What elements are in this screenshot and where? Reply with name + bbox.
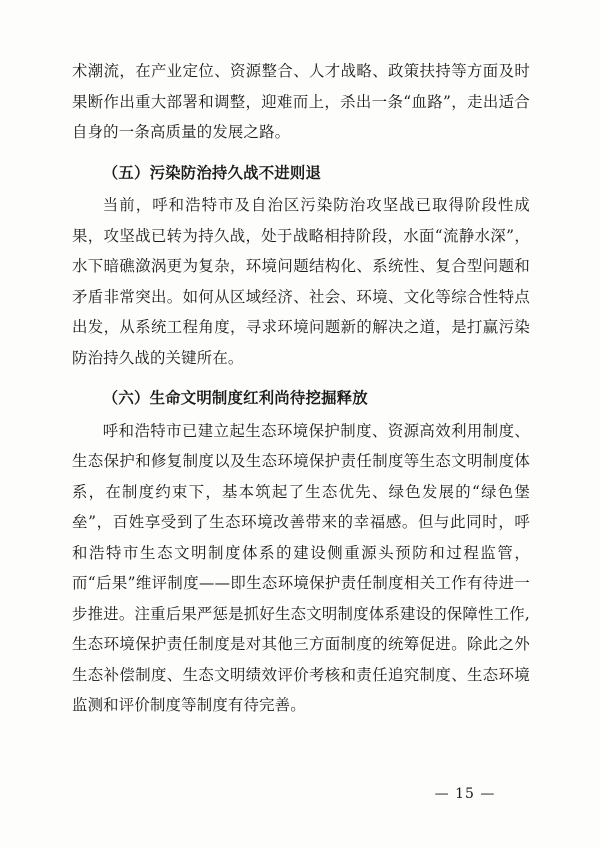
paragraph-continuation: 术潮流，在产业定位、资源整合、人才战略、政策扶持等方面及时果断作出重大部署和调整，迎难而上，杀出一条“血路”，走出适合自身的一条高质量的发展之路。 bbox=[72, 62, 530, 141]
page-number: — 15 — bbox=[434, 786, 496, 802]
spacer bbox=[72, 148, 530, 151]
paragraph-section-five: 当前，呼和浩特市及自治区污染防治攻坚战已取得阶段性成果，攻坚战已转为持久战，处于战略相持阶段，水面“流静水深”，水下暗礁潋涡更为复杂，环境问题结构化、系统性、复合型问题和矛盾非常突出。如何从区域经济、社会、环境、文化等综合性特点出发，从系统工程角度，寻求环境问题新的解决之道，是打赢污染防治持久战的关键所在。 bbox=[72, 196, 530, 367]
page-content bbox=[72, 56, 530, 721]
section-heading-six: （六）生命文明制度红利尚待挖掘释放 bbox=[102, 389, 368, 407]
page-footer bbox=[0, 786, 600, 802]
section-heading-five: （五）污染防治持久战不进则退 bbox=[102, 163, 322, 182]
spacer bbox=[72, 373, 530, 376]
paragraph-section-six: 呼和浩特市已建立起生态环境保护制度、资源高效利用制度、生态保护和修复制度以及生态环境保护责任制度等生态文明制度体系，在制度约束下，基本筑起了生态优先、绿色发展的“绿色堡垒”，百姓享受到了生态环境改善带来的幸福感。但与此同时，呼和浩特市生态文明制度体系的建设侧重源头预防和过程监管，而“后果”维评制度——即生态环境保护责任制度相关工作有待进一步推进。注重后果严惩是抓好生态文明制度体系建设的保障性工作,生态环境保护责任制度是对其他三方面制度的统筹促进。除此之外生态补偿制度、生态文明绩效评价考核和责任追究制度、生态环境监测和评价制度等制度有待完善。 bbox=[72, 421, 530, 714]
